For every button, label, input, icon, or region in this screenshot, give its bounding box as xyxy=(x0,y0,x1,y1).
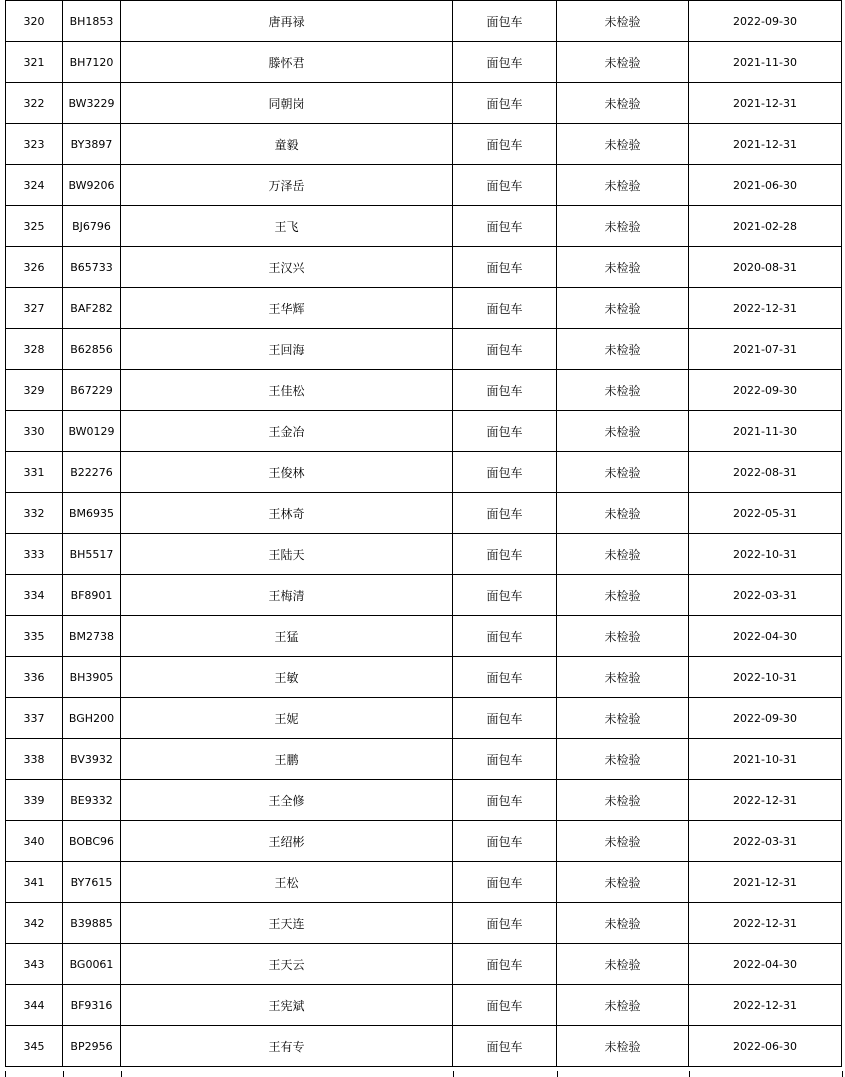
cell-expiry-date: 2022-09-30 xyxy=(689,698,842,738)
cell-serial-number: 321 xyxy=(6,42,63,82)
cell-expiry-date: 2022-09-30 xyxy=(689,370,842,410)
cell-plate-number: BH1853 xyxy=(63,1,121,41)
cell-expiry-date: 2022-08-31 xyxy=(689,452,842,492)
table-row xyxy=(6,165,842,206)
vehicle-inspection-table xyxy=(5,0,842,1067)
table-row xyxy=(6,903,842,944)
cell-expiry-date: 2021-06-30 xyxy=(689,165,842,205)
cell-inspection-status: 未检验 xyxy=(557,821,689,861)
cell-inspection-status: 未检验 xyxy=(557,493,689,533)
cell-serial-number: 333 xyxy=(6,534,63,574)
cell-expiry-date: 2021-12-31 xyxy=(689,124,842,164)
cell-owner-name: 王有专 xyxy=(121,1026,453,1066)
cell-inspection-status: 未检验 xyxy=(557,575,689,615)
cell-expiry-date: 2021-02-28 xyxy=(689,206,842,246)
cell-inspection-status: 未检验 xyxy=(557,698,689,738)
cell-vehicle-type: 面包车 xyxy=(453,698,557,738)
table-row xyxy=(6,124,842,165)
cell-serial-number: 342 xyxy=(6,903,63,943)
cell-plate-number: B62856 xyxy=(63,329,121,369)
cell-vehicle-type: 面包车 xyxy=(453,411,557,451)
table-row xyxy=(6,83,842,124)
cell-owner-name: 王陆天 xyxy=(121,534,453,574)
cell-expiry-date: 2022-12-31 xyxy=(689,780,842,820)
cell-vehicle-type: 面包车 xyxy=(453,903,557,943)
cell-owner-name: 王飞 xyxy=(121,206,453,246)
cell-vehicle-type: 面包车 xyxy=(453,452,557,492)
cell-serial-number: 339 xyxy=(6,780,63,820)
cell-plate-number: BP2956 xyxy=(63,1026,121,1066)
cell-inspection-status: 未检验 xyxy=(557,288,689,328)
cell-owner-name: 王绍彬 xyxy=(121,821,453,861)
cell-serial-number: 327 xyxy=(6,288,63,328)
table-row xyxy=(6,862,842,903)
cell-owner-name: 王妮 xyxy=(121,698,453,738)
cell-inspection-status: 未检验 xyxy=(557,616,689,656)
cell-inspection-status: 未检验 xyxy=(557,83,689,123)
cell-plate-number: BY3897 xyxy=(63,124,121,164)
table-row xyxy=(6,821,842,862)
cell-vehicle-type: 面包车 xyxy=(453,1026,557,1066)
cell-expiry-date: 2020-08-31 xyxy=(689,247,842,287)
cell-inspection-status: 未检验 xyxy=(557,370,689,410)
cell-inspection-status: 未检验 xyxy=(557,452,689,492)
table-row xyxy=(6,985,842,1026)
cell-inspection-status: 未检验 xyxy=(557,985,689,1025)
cell-expiry-date: 2022-12-31 xyxy=(689,288,842,328)
cell-expiry-date: 2022-06-30 xyxy=(689,1026,842,1066)
cell-plate-number: BV3932 xyxy=(63,739,121,779)
cell-plate-number: BW9206 xyxy=(63,165,121,205)
cell-inspection-status: 未检验 xyxy=(557,862,689,902)
cell-expiry-date: 2022-05-31 xyxy=(689,493,842,533)
cell-vehicle-type: 面包车 xyxy=(453,944,557,984)
cell-expiry-date: 2021-12-31 xyxy=(689,83,842,123)
table-row xyxy=(6,616,842,657)
table-row xyxy=(6,1,842,42)
cell-plate-number: BAF282 xyxy=(63,288,121,328)
cell-expiry-date: 2021-11-30 xyxy=(689,411,842,451)
cell-owner-name: 王松 xyxy=(121,862,453,902)
table-row xyxy=(6,657,842,698)
cell-serial-number: 323 xyxy=(6,124,63,164)
cell-serial-number: 328 xyxy=(6,329,63,369)
cell-expiry-date: 2022-10-31 xyxy=(689,534,842,574)
cell-expiry-date: 2022-12-31 xyxy=(689,985,842,1025)
next-row-edge xyxy=(5,1071,842,1077)
table-row xyxy=(6,288,842,329)
table-row xyxy=(6,247,842,288)
cell-serial-number: 343 xyxy=(6,944,63,984)
cell-inspection-status: 未检验 xyxy=(557,247,689,287)
table-row xyxy=(6,206,842,247)
cell-serial-number: 345 xyxy=(6,1026,63,1066)
cell-vehicle-type: 面包车 xyxy=(453,42,557,82)
cell-serial-number: 322 xyxy=(6,83,63,123)
table-row xyxy=(6,452,842,493)
cell-owner-name: 王鹏 xyxy=(121,739,453,779)
cell-plate-number: BF8901 xyxy=(63,575,121,615)
cell-vehicle-type: 面包车 xyxy=(453,83,557,123)
cell-vehicle-type: 面包车 xyxy=(453,739,557,779)
cell-plate-number: BOBC96 xyxy=(63,821,121,861)
cell-owner-name: 王汉兴 xyxy=(121,247,453,287)
cell-owner-name: 王宪斌 xyxy=(121,985,453,1025)
table-row xyxy=(6,1026,842,1067)
cell-plate-number: B39885 xyxy=(63,903,121,943)
cell-vehicle-type: 面包车 xyxy=(453,124,557,164)
cell-vehicle-type: 面包车 xyxy=(453,821,557,861)
cell-inspection-status: 未检验 xyxy=(557,944,689,984)
cell-inspection-status: 未检验 xyxy=(557,534,689,574)
cell-serial-number: 334 xyxy=(6,575,63,615)
cell-inspection-status: 未检验 xyxy=(557,780,689,820)
cell-owner-name: 王梅清 xyxy=(121,575,453,615)
cell-serial-number: 320 xyxy=(6,1,63,41)
cell-serial-number: 325 xyxy=(6,206,63,246)
cell-owner-name: 王猛 xyxy=(121,616,453,656)
cell-plate-number: BE9332 xyxy=(63,780,121,820)
table-row xyxy=(6,411,842,452)
cell-vehicle-type: 面包车 xyxy=(453,247,557,287)
cell-plate-number: BG0061 xyxy=(63,944,121,984)
cell-serial-number: 326 xyxy=(6,247,63,287)
cell-vehicle-type: 面包车 xyxy=(453,616,557,656)
cell-vehicle-type: 面包车 xyxy=(453,493,557,533)
cell-serial-number: 344 xyxy=(6,985,63,1025)
cell-serial-number: 337 xyxy=(6,698,63,738)
cell-plate-number: BW0129 xyxy=(63,411,121,451)
cell-inspection-status: 未检验 xyxy=(557,42,689,82)
cell-owner-name: 王佳松 xyxy=(121,370,453,410)
cell-vehicle-type: 面包车 xyxy=(453,329,557,369)
table-row xyxy=(6,42,842,83)
table-row xyxy=(6,698,842,739)
cell-plate-number: BM6935 xyxy=(63,493,121,533)
cell-expiry-date: 2022-12-31 xyxy=(689,903,842,943)
cell-vehicle-type: 面包车 xyxy=(453,575,557,615)
cell-owner-name: 王天云 xyxy=(121,944,453,984)
cell-inspection-status: 未检验 xyxy=(557,165,689,205)
cell-owner-name: 王林奇 xyxy=(121,493,453,533)
cell-plate-number: BM2738 xyxy=(63,616,121,656)
cell-serial-number: 330 xyxy=(6,411,63,451)
cell-vehicle-type: 面包车 xyxy=(453,985,557,1025)
cell-expiry-date: 2022-04-30 xyxy=(689,616,842,656)
cell-vehicle-type: 面包车 xyxy=(453,862,557,902)
cell-expiry-date: 2021-12-31 xyxy=(689,862,842,902)
table-row xyxy=(6,944,842,985)
cell-serial-number: 331 xyxy=(6,452,63,492)
cell-plate-number: BY7615 xyxy=(63,862,121,902)
cell-inspection-status: 未检验 xyxy=(557,739,689,779)
cell-plate-number: BH5517 xyxy=(63,534,121,574)
cell-vehicle-type: 面包车 xyxy=(453,780,557,820)
cell-vehicle-type: 面包车 xyxy=(453,165,557,205)
table-row xyxy=(6,534,842,575)
cell-owner-name: 王回海 xyxy=(121,329,453,369)
cell-inspection-status: 未检验 xyxy=(557,1026,689,1066)
cell-serial-number: 332 xyxy=(6,493,63,533)
cell-owner-name: 王全修 xyxy=(121,780,453,820)
cell-plate-number: BW3229 xyxy=(63,83,121,123)
cell-plate-number: BJ6796 xyxy=(63,206,121,246)
cell-owner-name: 王俊林 xyxy=(121,452,453,492)
cell-owner-name: 王金冶 xyxy=(121,411,453,451)
cell-plate-number: BH3905 xyxy=(63,657,121,697)
cell-owner-name: 万泽岳 xyxy=(121,165,453,205)
cell-owner-name: 唐再禄 xyxy=(121,1,453,41)
cell-inspection-status: 未检验 xyxy=(557,411,689,451)
cell-expiry-date: 2021-10-31 xyxy=(689,739,842,779)
cell-plate-number: B67229 xyxy=(63,370,121,410)
cell-serial-number: 336 xyxy=(6,657,63,697)
cell-plate-number: B65733 xyxy=(63,247,121,287)
cell-expiry-date: 2022-10-31 xyxy=(689,657,842,697)
cell-owner-name: 王敏 xyxy=(121,657,453,697)
cell-expiry-date: 2022-04-30 xyxy=(689,944,842,984)
cell-inspection-status: 未检验 xyxy=(557,329,689,369)
cell-vehicle-type: 面包车 xyxy=(453,534,557,574)
table-row xyxy=(6,329,842,370)
cell-expiry-date: 2021-11-30 xyxy=(689,42,842,82)
cell-vehicle-type: 面包车 xyxy=(453,288,557,328)
table-row xyxy=(6,575,842,616)
cell-inspection-status: 未检验 xyxy=(557,124,689,164)
cell-serial-number: 329 xyxy=(6,370,63,410)
cell-plate-number: BH7120 xyxy=(63,42,121,82)
cell-inspection-status: 未检验 xyxy=(557,206,689,246)
cell-vehicle-type: 面包车 xyxy=(453,206,557,246)
cell-vehicle-type: 面包车 xyxy=(453,1,557,41)
cell-owner-name: 王天连 xyxy=(121,903,453,943)
table-row xyxy=(6,780,842,821)
cell-owner-name: 王华辉 xyxy=(121,288,453,328)
cell-serial-number: 335 xyxy=(6,616,63,656)
table-row xyxy=(6,370,842,411)
cell-owner-name: 童毅 xyxy=(121,124,453,164)
cell-expiry-date: 2022-09-30 xyxy=(689,1,842,41)
cell-owner-name: 同朝岗 xyxy=(121,83,453,123)
cell-vehicle-type: 面包车 xyxy=(453,370,557,410)
cell-inspection-status: 未检验 xyxy=(557,1,689,41)
table-row xyxy=(6,739,842,780)
cell-serial-number: 341 xyxy=(6,862,63,902)
cell-expiry-date: 2021-07-31 xyxy=(689,329,842,369)
cell-vehicle-type: 面包车 xyxy=(453,657,557,697)
cell-plate-number: BF9316 xyxy=(63,985,121,1025)
cell-expiry-date: 2022-03-31 xyxy=(689,575,842,615)
cell-plate-number: BGH200 xyxy=(63,698,121,738)
table-row xyxy=(6,493,842,534)
cell-expiry-date: 2022-03-31 xyxy=(689,821,842,861)
cell-serial-number: 340 xyxy=(6,821,63,861)
cell-inspection-status: 未检验 xyxy=(557,657,689,697)
cell-inspection-status: 未检验 xyxy=(557,903,689,943)
cell-serial-number: 338 xyxy=(6,739,63,779)
cell-serial-number: 324 xyxy=(6,165,63,205)
cell-plate-number: B22276 xyxy=(63,452,121,492)
cell-owner-name: 滕怀君 xyxy=(121,42,453,82)
